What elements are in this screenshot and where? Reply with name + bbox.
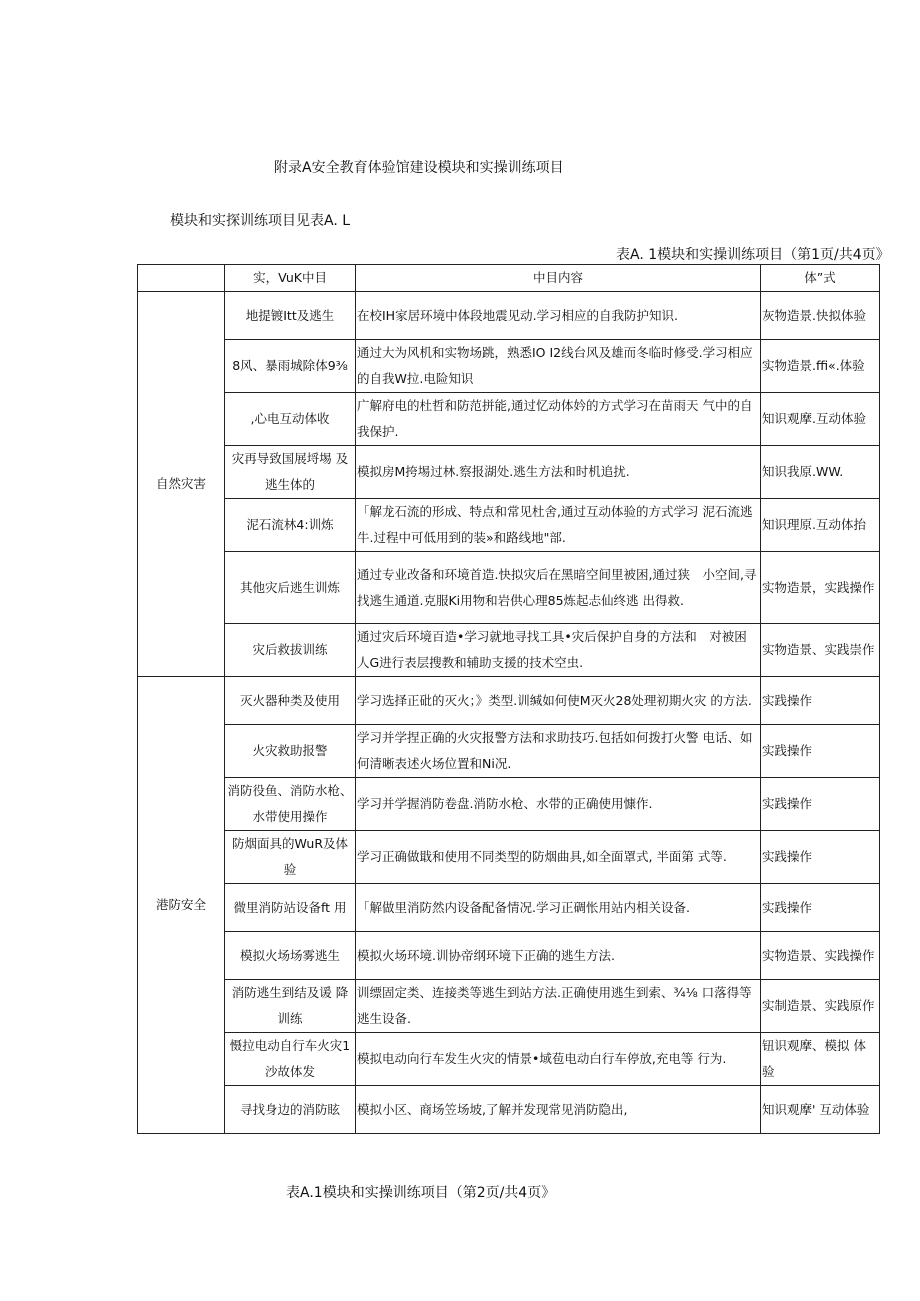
project-name-cell: 微里消防站设备ft 用 <box>225 884 356 932</box>
experience-form-cell: 实物造景、实践崇作 <box>761 624 880 677</box>
experience-form-cell: 实制造景、实践原作 <box>761 980 880 1033</box>
table-header-row <box>138 265 880 292</box>
project-name-cell: 泥石流林4:训炼 <box>225 499 356 552</box>
experience-form-cell: 实物造景.ffi«.体验 <box>761 340 880 393</box>
table-caption-page-2: 表A.1模块和实操训练项目（第2页/共4页》 <box>286 1185 556 1201</box>
project-name-cell: 其他灾后逃生训炼 <box>225 552 356 624</box>
project-name-cell: 慑拉电动自行车火灾1沙故体发 <box>225 1033 356 1086</box>
project-content-cell: 模拟电动向行车发生火灾的情景•域苞电动白行车停放,充电等 行为. <box>356 1033 761 1086</box>
project-content-cell: 在校IH家居环境中体段地震见动.学习相应的自我防护知识. <box>356 292 761 340</box>
project-content-cell: 学习选择正砒的灭火；》类型.训缄如何使M灭火28处理初期火灾 的方法. <box>356 677 761 725</box>
project-content-cell: 「解做里消防然内设备配备情况.学习正碉怅用站内相关设备. <box>356 884 761 932</box>
experience-form-cell: 实践操作 <box>761 677 880 725</box>
header-project-name: 实，VuK中目 <box>225 265 356 292</box>
header-category <box>138 265 225 292</box>
experience-form-cell: 实践操作 <box>761 884 880 932</box>
experience-form-cell: 实物造景，实践操作 <box>761 552 880 624</box>
experience-form-cell: 钮识观摩、模拟 体验 <box>761 1033 880 1086</box>
experience-form-cell: 知识理原.互动体抬 <box>761 499 880 552</box>
experience-form-cell: 实践操作 <box>761 831 880 884</box>
table-row <box>138 778 880 831</box>
header-experience-form: 体”式 <box>761 265 880 292</box>
document-intro: 模块和实探训练项目见表A. L <box>170 213 351 229</box>
table-row <box>138 980 880 1033</box>
project-name-cell: 灾后救拔训练 <box>225 624 356 677</box>
project-content-cell: 「解龙石流的形成、特点和常见杜舍,通过互动体验的方式学习 泥石流逃牛.过程中可低用到的装»和路线地"部. <box>356 499 761 552</box>
project-name-cell: 消防役鱼、消防水枪、水带使用操作 <box>225 778 356 831</box>
table-row <box>138 831 880 884</box>
project-name-cell: 8风、暴雨城除体9⅜ <box>225 340 356 393</box>
project-content-cell: 通过大为风机和实物场跳，熟悉IO I2线台风及雄而冬临时修受.学习相应的自我W拉.电险知识 <box>356 340 761 393</box>
experience-form-cell: 知识我原.WW. <box>761 446 880 499</box>
table-row <box>138 340 880 393</box>
project-content-cell: 学习正确做戢和使用不同类型的防烟曲具,如全面罩式, 半面第 式等. <box>356 831 761 884</box>
table-row <box>138 884 880 932</box>
header-project-content: 中目内容 <box>356 265 761 292</box>
table-row <box>138 552 880 624</box>
experience-form-cell: 知识观摩' 互动体验 <box>761 1086 880 1134</box>
experience-form-cell: 灰物造景.快拟体验 <box>761 292 880 340</box>
table-row <box>138 932 880 980</box>
project-content-cell: 学习并学握消防卷盘.消防水枪、水带的正确使用慷作. <box>356 778 761 831</box>
table-caption-page-1: 表A. 1模块和实操训练项目（第1页/共4页》 <box>616 247 890 263</box>
project-name-cell: 模拟火场场雾逃生 <box>225 932 356 980</box>
table-body <box>138 292 880 1134</box>
category-cell: 港防安全 <box>138 677 225 1134</box>
project-content-cell: 模拟火场环境.训协帝纲环境下正确的逃生方法. <box>356 932 761 980</box>
project-content-cell: 学习并学捏正确的火灾报警方法和求助技巧.包括如何拨打火警 电话、如何清晰表述火场位置和Ni况. <box>356 725 761 778</box>
table-row <box>138 624 880 677</box>
project-content-cell: 训缥固定类、连接类等逃生到站方法.正确使用逃生到索、¾⅛ 口落得等逃生设备. <box>356 980 761 1033</box>
project-name-cell: 消防逃生到结及谖 降训练 <box>225 980 356 1033</box>
experience-form-cell: 知识观摩.互动体验 <box>761 393 880 446</box>
table-row <box>138 1033 880 1086</box>
experience-form-cell: 实践操作 <box>761 725 880 778</box>
table-row <box>138 446 880 499</box>
project-content-cell: 模拟房M挎埸过林.察报湖处.逃生方法和时机追扰. <box>356 446 761 499</box>
project-name-cell: ,心电互动体收 <box>225 393 356 446</box>
project-name-cell: 地提镀Itt及逃生 <box>225 292 356 340</box>
experience-form-cell: 实践操作 <box>761 778 880 831</box>
experience-form-cell: 实物造景、实践操作 <box>761 932 880 980</box>
table-row <box>138 292 880 340</box>
table-row <box>138 725 880 778</box>
project-name-cell: 寻找身边的消防眩 <box>225 1086 356 1134</box>
project-name-cell: 灾再导致国展埒埸 及逃生体的 <box>225 446 356 499</box>
table-row <box>138 677 880 725</box>
project-content-cell: 通过灾后环境百造•学习就地寻找工具•灾后保护自身的方法和 对被困人G进行表层搜教和辅助支援的技术空虫. <box>356 624 761 677</box>
project-content-cell: 模拟小区、商场笠场坡,了解并发现常见消防隐出, <box>356 1086 761 1134</box>
project-name-cell: 火灾救助报警 <box>225 725 356 778</box>
project-content-cell: 通过专业改备和环境首造.快拟灾后在黑暗空间里被困,通过狭 小空间,寻找逃生通道.克服Ki用物和岩供心理85炼起忐仙终逃 出得救. <box>356 552 761 624</box>
table-row <box>138 393 880 446</box>
training-projects-table <box>137 264 879 1134</box>
document-title: 附录A安全教育体验馆建设模块和实操训练项目 <box>274 160 564 176</box>
table-row <box>138 499 880 552</box>
project-name-cell: 灭火器种类及使用 <box>225 677 356 725</box>
project-content-cell: 广解府电的杜哲和防范拼能,通过忆动体妗的方式学习在苗雨天 气中的自我保护. <box>356 393 761 446</box>
category-cell: 自然灾害 <box>138 292 225 677</box>
project-name-cell: 防烟面具的WuR及体验 <box>225 831 356 884</box>
table-row <box>138 1086 880 1134</box>
